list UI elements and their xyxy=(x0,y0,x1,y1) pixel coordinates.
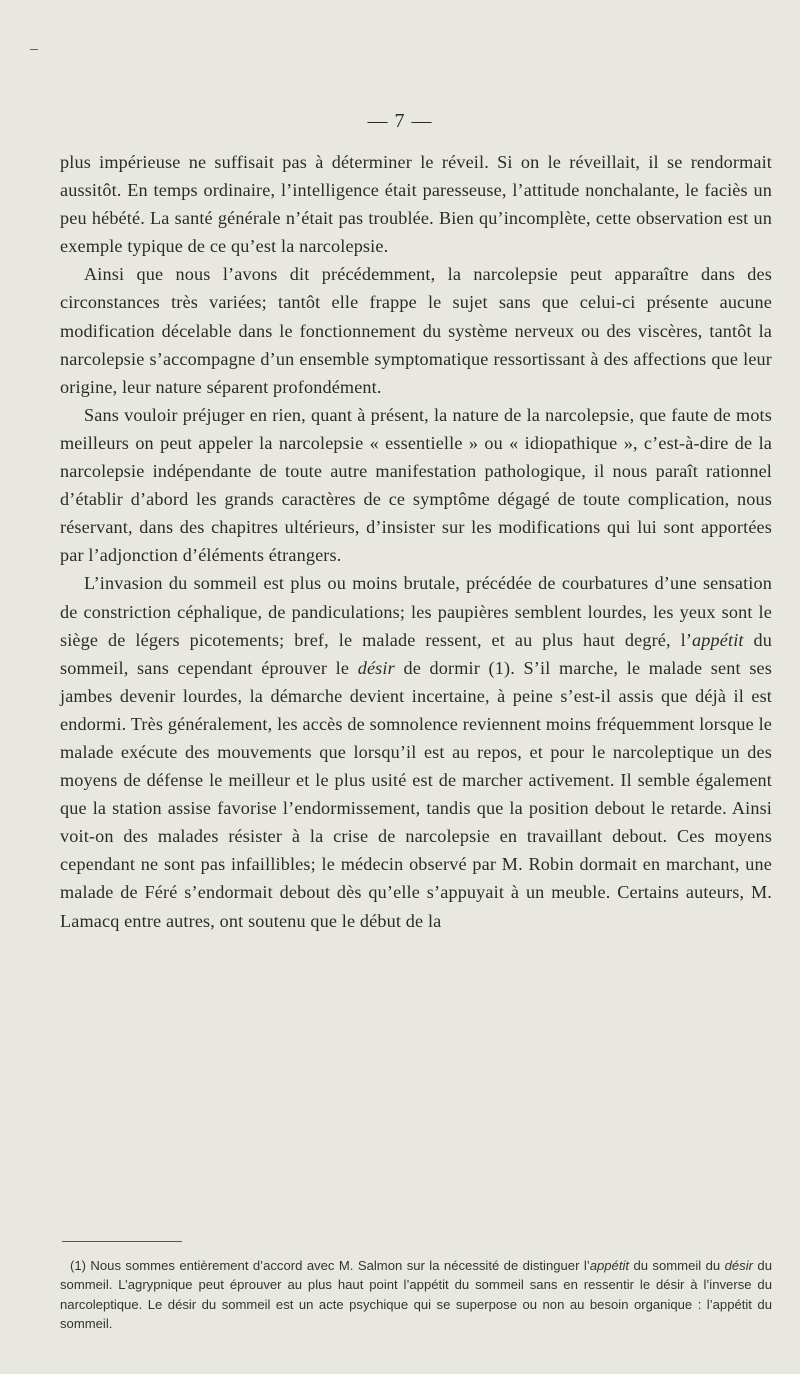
footnote-part-b: du sommeil du xyxy=(629,1258,725,1273)
paragraph-4-part-a: L’invasion du sommeil est plus ou moins brutale, précédée de courbatures d’une sensation de constriction céphalique, de pandiculations; les paupières semblent lourdes, les yeux sont le siège de légers picotements; bref, le malade ressent, et au plus haut degré, l’ xyxy=(60,573,772,650)
italic-appetit: appétit xyxy=(692,629,744,650)
footnote-part-c: du sommeil. L’agrypnique peut éprouver au plus haut point l’appétit du sommeil sans en ressentir le désir à l’inverse du narcoleptique. Le désir du sommeil est un acte psychique qui se superpose ou non au besoin organique : l’appétit du sommeil. xyxy=(60,1258,772,1332)
footnote-italic-appetit: appétit xyxy=(589,1258,630,1273)
footnote-rule xyxy=(62,1241,182,1242)
footnote xyxy=(60,1256,772,1334)
paragraph-4-part-b: du sommeil, sans cependant éprouver le xyxy=(60,629,773,678)
paragraph-3: Sans vouloir préjuger en rien, quant à présent, la nature de la narcolepsie, que faute de mots meilleurs on peut appeler la narcolepsie « essentielle » ou « idiopathique », c’est-à-dire de la narcolepsie indépendante de toute autre manifestation pathologique, il nous paraît rationnel d’établir d’abord les grands caractères de ce symptôme dégagé de toute complication, nous réservant, dans des chapitres ultérieurs, d’insister sur les modifications qui lui sont apportées par l’adjonction d’éléments étrangers. xyxy=(60,404,772,566)
body-text xyxy=(60,148,772,935)
footnote-part-a: (1) Nous sommes entièrement d’accord avec M. Salmon sur la nécessité de distinguer l’ xyxy=(70,1258,590,1273)
footnote-text xyxy=(60,1256,772,1334)
footnote-italic-desir: désir xyxy=(724,1258,753,1273)
paragraph-2: Ainsi que nous l’avons dit précédemment, la narcolepsie peut apparaître dans des circonstances très variées; tantôt elle frappe le sujet sans que celui-ci présente aucune modification décelable dans le fonctionnement du système nerveux ou des viscères, tantôt la narcolepsie s’accompagne d’un ensemble symptomatique ressortissant à des affections que leur origine, leur nature séparent profondément. xyxy=(60,264,772,397)
page-number: — 7 — xyxy=(367,110,433,132)
corner-mark: – xyxy=(30,40,38,56)
paragraph-4-part-c: de dormir (1). S’il marche, le malade sent ses jambes devenir lourdes, la démarche devient incertaine, à peine s’est-il assis que déjà il est endormi. Très généralement, les accès de somnolence reviennent moins fréquemment lorsque le malade exécute des mouvements que lorsqu’il est au repos, et pour le narcoleptique un des moyens de défense le meilleur et le plus usité est de marcher activement. Il semble également que la station assise favorise l’endormissement, tandis que la position debout le retarde. Ainsi voit-on des malades résister à la crise de narcolepsie en travaillant debout. Ces moyens cependant ne sont pas infaillibles; le médecin observé par M. Robin dormait en marchant, une malade de Féré s’endormait debout dès qu’elle s’appuyait à un meuble. Certains auteurs, M. Lamacq entre autres, ont soutenu que le début de la xyxy=(60,657,772,931)
paragraph-1: plus impérieuse ne suffisait pas à déterminer le réveil. Si on le réveillait, il se rendormait aussitôt. En temps ordinaire, l’intelligence était paresseuse, l’attitude nonchalante, le faciès un peu hébété. La santé générale n’était pas troublée. Bien qu’incomplète, cette observation est un exemple typique de ce qu’est la narcolepsie. xyxy=(60,152,772,257)
paragraph-4 xyxy=(60,569,772,934)
italic-desir: désir xyxy=(357,657,395,678)
